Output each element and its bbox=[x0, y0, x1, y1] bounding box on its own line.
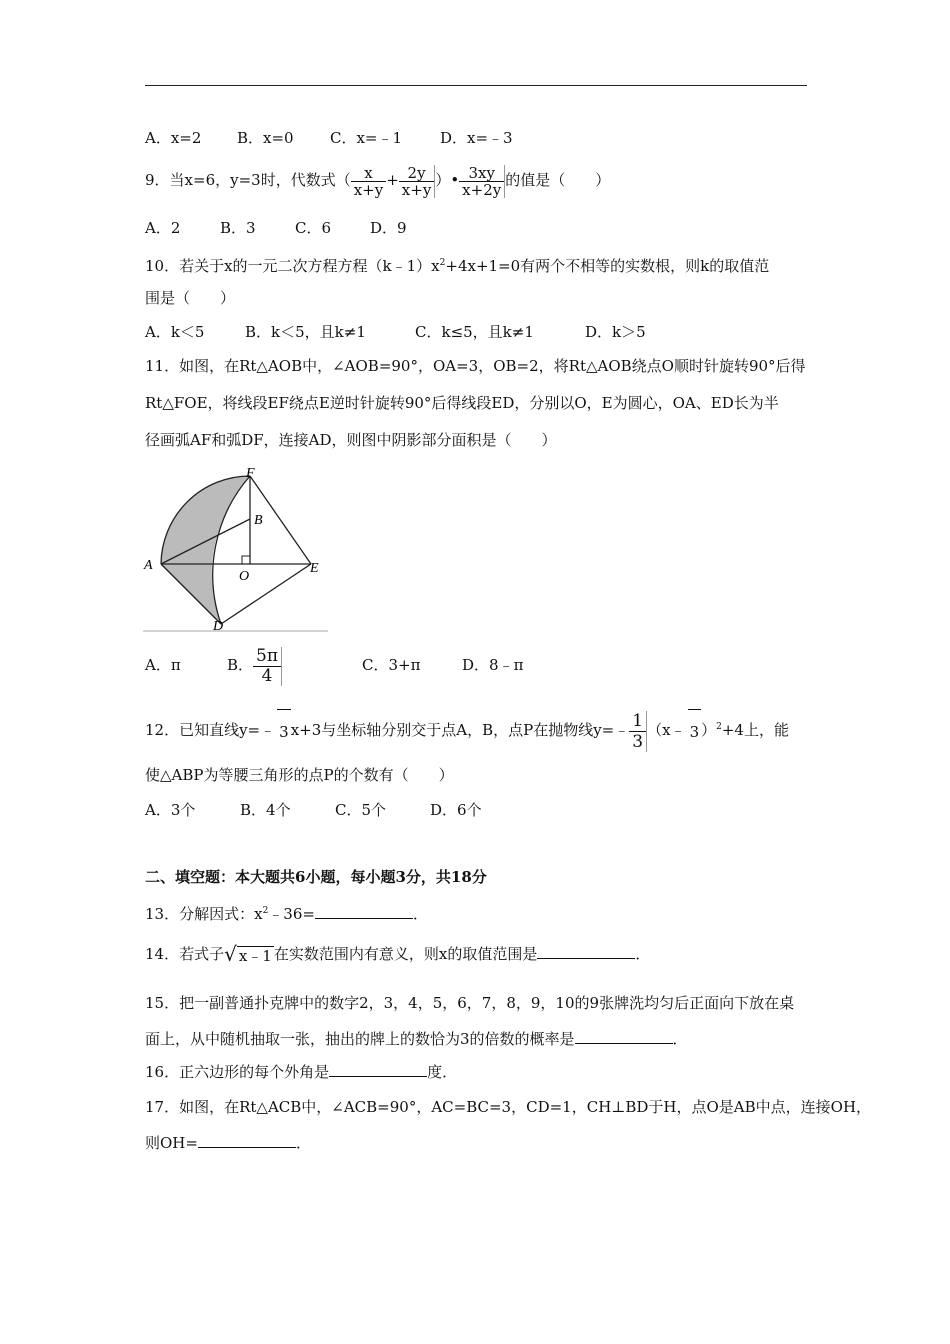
q9-option-a: A．2 bbox=[145, 219, 181, 237]
q12-text-d: ） bbox=[701, 721, 717, 739]
q13-sup: 2 bbox=[262, 906, 269, 916]
q12-option-a: A．3个 bbox=[145, 801, 196, 819]
q12-text-a: 12．已知直线y=﹣ bbox=[145, 721, 276, 739]
label-d: D bbox=[213, 619, 224, 634]
q10-option-b: B．k＜5，且k≠1 bbox=[245, 323, 366, 341]
q10-option-a: A．k＜5 bbox=[145, 323, 205, 341]
q9-fraction-2 bbox=[399, 165, 436, 198]
q9-f2-num: 2y bbox=[399, 165, 435, 182]
q15-text: 面上，从中随机抽取一张，抽出的牌上的数恰为3的倍数的概率是 bbox=[145, 1030, 575, 1048]
q12-text-b: x+3与坐标轴分别交于点A，B，点P在抛物线y=﹣ bbox=[290, 721, 630, 739]
q11-option-c: C．3+π bbox=[362, 656, 421, 674]
q12-sqrt2-value: 3 bbox=[688, 709, 702, 754]
q10-line1 bbox=[145, 253, 769, 276]
q9-options bbox=[145, 218, 407, 238]
q17-line2 bbox=[145, 1133, 311, 1153]
q10-text-a: 10．若关于x的一元二次方程方程（k﹣1）x bbox=[145, 257, 440, 275]
q14-radical: √ x﹣1 bbox=[224, 942, 272, 966]
q10-option-c: C．k≤5，且k≠1 bbox=[415, 323, 534, 341]
q9-suffix: 的值是（ ） bbox=[505, 171, 611, 189]
label-o: O bbox=[239, 569, 250, 584]
q17-line1: 17．如图，在Rt△ACB中，∠ACB=90°，AC=BC=3，CD=1，CH⊥BD于H，点O是AB中点，连接OH， bbox=[145, 1098, 872, 1116]
q11-line3: 径画弧AF和弧DF，连接AD，则图中阴影部分面积是（ ） bbox=[145, 431, 557, 449]
q9-fraction-1 bbox=[351, 165, 387, 198]
q14-answer-blank[interactable] bbox=[537, 944, 635, 959]
q15-line1: 15．把一副普通扑克牌中的数字2，3，4，5，6，7，8，9，10的9张牌洗均匀后正面向下放在桌 bbox=[145, 994, 795, 1012]
shaded-upper bbox=[161, 476, 250, 564]
q9-f1-num: x bbox=[351, 165, 387, 182]
line-ed bbox=[221, 564, 311, 624]
q12-f-den: 3 bbox=[632, 731, 644, 752]
q9-mid: ）• bbox=[435, 171, 460, 189]
q12-option-d: D．6个 bbox=[430, 801, 482, 819]
right-angle-mark bbox=[242, 556, 250, 564]
q11-figure bbox=[143, 464, 333, 634]
q13-text-b: ﹣36= bbox=[268, 905, 315, 923]
q8-option-a: A．x=2 bbox=[145, 129, 202, 147]
q16-text-b: 度． bbox=[427, 1063, 458, 1081]
label-f: F bbox=[246, 466, 255, 481]
q11-option-a: A．π bbox=[145, 656, 181, 674]
q12-option-b: B．4个 bbox=[240, 801, 291, 819]
q12-fraction bbox=[629, 711, 647, 752]
q15-end: ． bbox=[672, 1030, 688, 1048]
q9-f2-den: x+y bbox=[401, 180, 432, 199]
label-a: A bbox=[144, 558, 153, 573]
q11-b-den: 4 bbox=[261, 665, 273, 686]
label-e: E bbox=[310, 561, 319, 576]
q10-options bbox=[145, 322, 646, 342]
q11-line1: 11．如图，在Rt△AOB中，∠AOB=90°，OA=3，OB=2，将Rt△AOB绕点O顺时针旋转90°后得 bbox=[145, 357, 806, 375]
q8-option-b: B．x=0 bbox=[237, 129, 294, 147]
q17-text: 则OH= bbox=[145, 1134, 198, 1152]
q11-options bbox=[145, 645, 523, 686]
q9-f1-den: x+y bbox=[353, 180, 384, 199]
q11-b-num: 5π bbox=[253, 647, 281, 667]
q12-sup: 2 bbox=[716, 722, 722, 732]
q11-option-b-fraction bbox=[253, 647, 282, 686]
q17-answer-blank[interactable] bbox=[198, 1133, 296, 1148]
q9-fraction-3 bbox=[459, 165, 505, 198]
q14-radicand: x﹣1 bbox=[238, 947, 272, 965]
q10-text-b: +4x+1=0有两个不相等的实数根，则k的取值范 bbox=[445, 257, 770, 275]
q16 bbox=[145, 1062, 457, 1082]
q12-sqrt-2 bbox=[686, 709, 702, 754]
q14-text-b: 在实数范围内有意义，则x的取值范围是 bbox=[273, 945, 538, 963]
q12-f-num: 1 bbox=[629, 711, 646, 732]
q15-line2 bbox=[145, 1029, 688, 1049]
q11-option-b bbox=[227, 645, 362, 686]
q16-text-a: 16．正六边形的每个外角是 bbox=[145, 1063, 330, 1081]
q9-option-c: C．6 bbox=[295, 219, 332, 237]
q8-options bbox=[145, 128, 513, 148]
q14-end: ． bbox=[635, 945, 651, 963]
q9-prefix: 9．当x=6，y=3时，代数式（ bbox=[145, 171, 351, 189]
q11-option-d: D．8﹣π bbox=[462, 656, 524, 674]
section-2-title: 二、填空题：本大题共6小题，每小题3分，共18分 bbox=[145, 868, 487, 886]
q12-option-c: C．5个 bbox=[335, 801, 387, 819]
q8-option-c: C．x=﹣1 bbox=[330, 129, 403, 147]
q8-option-d: D．x=﹣3 bbox=[440, 129, 513, 147]
q10-option-d: D．k＞5 bbox=[585, 323, 646, 341]
q16-answer-blank[interactable] bbox=[329, 1062, 427, 1077]
q12-sqrt1-value: 3 bbox=[277, 709, 291, 754]
q12-line2: 使△ABP为等腰三角形的点P的个数有（ ） bbox=[145, 766, 454, 784]
q14 bbox=[145, 933, 650, 977]
q10-sup: 2 bbox=[439, 258, 446, 268]
q12-text-c: （x﹣ bbox=[647, 721, 686, 739]
q13-answer-blank[interactable] bbox=[315, 904, 413, 919]
q11-line2: Rt△FOE，将线段EF绕点E逆时针旋转90°后得线段ED，分别以O，E为圆心，OA、ED长为半 bbox=[145, 394, 779, 412]
q13-end: ． bbox=[412, 905, 428, 923]
q13 bbox=[145, 901, 428, 924]
q9-plus: + bbox=[386, 171, 399, 189]
q9-f3-den: x+2y bbox=[462, 180, 502, 199]
q12-options bbox=[145, 800, 482, 820]
q15-answer-blank[interactable] bbox=[575, 1029, 673, 1044]
q11-option-b-label: B． bbox=[227, 656, 254, 674]
q12-text-e: +4上，能 bbox=[721, 721, 789, 739]
q10-line2: 围是（ ） bbox=[145, 289, 236, 307]
q9-f3-num: 3xy bbox=[459, 165, 504, 182]
q12-sqrt-1 bbox=[275, 709, 291, 754]
q9-option-b: B．3 bbox=[220, 219, 256, 237]
q9-option-d: D．9 bbox=[370, 219, 407, 237]
label-b: B bbox=[254, 513, 263, 528]
q17-end: ． bbox=[295, 1134, 311, 1152]
q9-stem bbox=[145, 160, 610, 200]
q12-line1 bbox=[145, 705, 789, 754]
q14-text-a: 14．若式子 bbox=[145, 945, 225, 963]
header-rule bbox=[145, 85, 807, 86]
q13-text-a: 13．分解因式：x bbox=[145, 905, 263, 923]
